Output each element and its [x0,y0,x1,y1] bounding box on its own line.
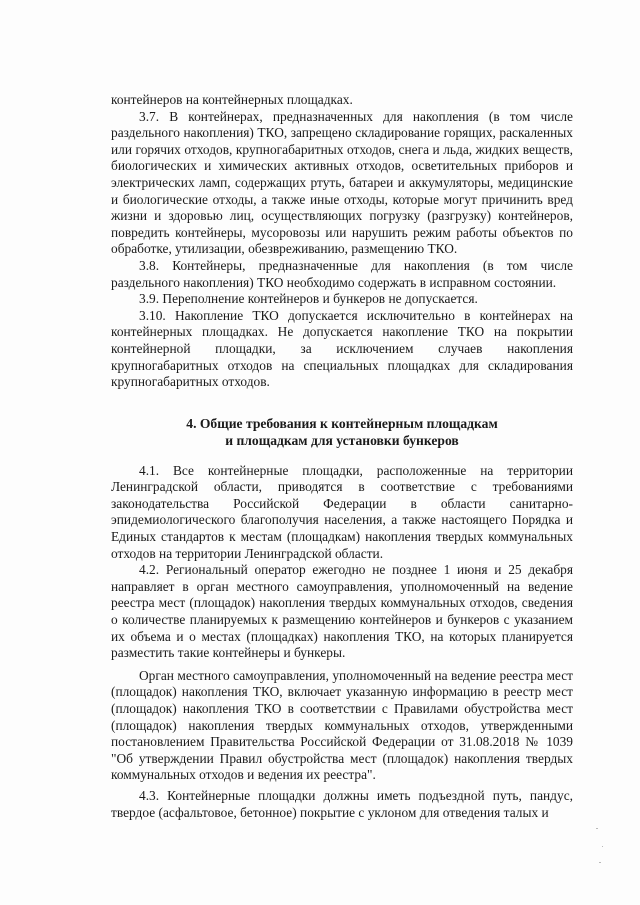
paragraph-3-9: 3.9. Переполнение контейнеров и бункеров не допускается. [139,291,478,307]
scan-speck [602,846,603,847]
section-heading [111,415,573,449]
scan-speck [596,828,598,829]
paragraph-3-7: 3.7. В контейнерах, предназначенных для накопления (в том числе раздельного накопления) ТКО, запрещено складирование горящих, раскаленных или горячих отходов, крупногабаритных отходов, снега и льда, жидких веществ, биологических и химических активных отходов, осветительных приборов и электрических ламп, содержащих ртуть, батареи и аккумуляторы, медицинские и биологические отходы, а также иные отходы, которые могут причинить вред жизни и здоровью лиц, осуществляющих погрузку (разгрузку) контейнеров, повредить контейнеры, мусоровозы или нарушить режим работы объектов по обработке, утилизации, обезвреживанию, размещению ТКО. [111,108,573,257]
paragraph-3-8: 3.8. Контейнеры, предназначенные для накопления (в том числе раздельного накопления) ТКО необходимо содержать в исправном состоянии. [111,257,573,290]
paragraph-4-3: 4.3. Контейнерные площадки должны иметь подъездной путь, пандус, твердое (асфальтовое, бетонное) покрытие с уклоном для отведения талых и [111,787,573,820]
section-heading-line-1: 4. Общие требования к контейнерным площадкам [186,415,498,431]
section-heading-line-2: и площадкам для установки бункеров [225,432,459,448]
paragraph-continuation: контейнеров на контейнерных площадках. [111,92,353,107]
document-body [111,92,573,821]
scan-speck [599,862,601,863]
paragraph-local-authority: Орган местного самоуправления, уполномоченный на ведение реестра мест (площадок) накопления ТКО, включает указанную информацию в реестр мест (площадок) накопления ТКО в соответствии с Правилами обустройства мест (площадок) накопления твердых коммунальных отходов, утвержденными постановлением Правительства Российской Федерации от 31.08.2018 № 1039 "Об утверждении Правил обустройства мест (площадок) накопления твердых коммунальных отходов и ведения их реестра". [111,667,573,783]
paragraph-4-2: 4.2. Региональный оператор ежегодно не позднее 1 июня и 25 декабря направляет в орган местного самоуправления, уполномоченный на ведение реестра мест (площадок) накопления твердых коммунальных отходов, сведения о количестве планируемых к размещению контейнеров и бункеров с указанием их объема и о местах (площадках) накопления ТКО, на которых планируется разместить такие контейнеры и бункеры. [111,562,573,661]
paragraph-4-1: 4.1. Все контейнерные площадки, расположенные на территории Ленинградской области, приводятся в соответствие с требованиями законодательства Российской Федерации в области санитарно-эпидемиологического благополучия населения, а также настоящего Порядка и Единых стандартов к местам (площадкам) накопления твердых коммунальных отходов на территории Ленинградской области. [111,462,573,561]
paragraph-3-10: 3.10. Накопление ТКО допускается исключительно в контейнерах на контейнерных площадках. Не допускается накопление ТКО на покрытии контейнерной площадки, за исключением случаев накопления крупногабаритных отходов на специальных площадках для складирования крупногабаритных отходов. [111,307,573,390]
